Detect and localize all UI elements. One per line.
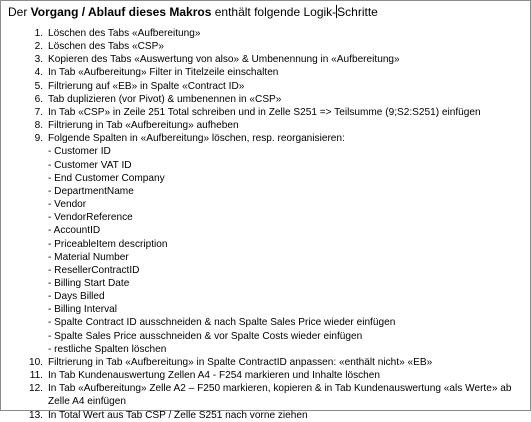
sub-list-item: - PriceableItem description — [48, 238, 168, 250]
step-text: In Total Wert aus Tab CSP / Zelle S251 nach vorne ziehen — [48, 409, 308, 421]
intro-prefix: Der — [8, 5, 31, 19]
step-number: 10. — [28, 356, 43, 368]
step-number: 12. — [28, 383, 43, 395]
step-text: Folgende Spalten in «Aufbereitung» löschen, resp. reorganisieren: — [48, 133, 345, 145]
list-item — [1, 382, 518, 408]
list-item — [1, 132, 518, 356]
sub-list-item: - Days Billed — [48, 291, 105, 303]
step-text: In Tab «Aufbereitung» Zelle A2 – F250 markieren, kopieren & in Tab Kundenauswertung «als Werte» ab Zelle A4 einfügen — [48, 383, 512, 408]
step-number: 3. — [34, 54, 43, 66]
list-item — [1, 119, 518, 132]
list-item — [1, 66, 518, 79]
sub-list-item: - VendorReference — [48, 212, 133, 224]
list-item — [1, 93, 518, 106]
step-number: 5. — [34, 80, 43, 92]
step-number: 8. — [34, 120, 43, 132]
sub-list-item: - Spalte Sales Price ausschneiden & vor Spalte Costs wieder einfügen — [48, 330, 363, 342]
list-item — [1, 27, 518, 40]
sub-list-item: - ResellerContractID — [48, 264, 140, 276]
steps-list — [1, 27, 518, 422]
list-item — [1, 106, 518, 119]
sub-list-item: - End Customer Company — [48, 172, 165, 184]
step-text: In Tab Kundenauswertung Zellen A4 - F254 markieren und Inhalte löschen — [48, 370, 380, 382]
list-item — [1, 369, 518, 382]
sub-list-item: - Material Number — [48, 251, 129, 263]
step-number: 2. — [34, 41, 43, 53]
step-number: 4. — [34, 67, 43, 79]
sub-list-item: - Customer ID — [48, 146, 111, 158]
sub-list-item: - AccountID — [48, 225, 101, 237]
step-text: Kopieren des Tabs «Auswertung von also» & Umbenennung in «Aufbereitung» — [48, 54, 400, 66]
step-number: 11. — [29, 370, 43, 382]
step-number: 1. — [34, 28, 43, 39]
step-text: Filtrierung in Tab «Aufbereitung» in Spalte ContractID anpassen: «enthält nicht» «EB» — [48, 356, 433, 368]
step-number: 9. — [34, 133, 43, 145]
intro-line — [8, 4, 378, 20]
step-number: 6. — [34, 93, 43, 105]
list-item — [1, 80, 518, 93]
step-text: Tab duplizieren (vor Pivot) & umbenennen in «CSP» — [48, 93, 282, 105]
column-sublist — [48, 145, 518, 356]
list-item — [1, 356, 518, 369]
step-text: Löschen des Tabs «Aufbereitung» — [48, 28, 201, 39]
step-text: Löschen des Tabs «CSP» — [48, 41, 164, 53]
list-item — [1, 40, 518, 53]
step-text: Filtrierung in Tab «Aufbereitung» aufheben — [48, 120, 239, 132]
sub-list-item: - restliche Spalten löschen — [48, 343, 167, 355]
intro-bold: Vorgang / Ablauf dieses Makros — [30, 5, 212, 19]
intro-suffix-end: Schritte — [337, 5, 378, 19]
step-text: In Tab «CSP» in Zeile 251 Total schreiben und in Zelle S251 => Teilsumme (9;S2:S251) einfügen — [48, 106, 481, 118]
step-number: 13. — [28, 409, 43, 421]
sub-list-item: - Customer VAT ID — [48, 159, 132, 171]
sub-list-item: - Vendor — [48, 199, 87, 211]
sub-list-item: - DepartmentName — [48, 185, 134, 197]
sub-list-item: - Billing Start Date — [48, 277, 130, 289]
intro-suffix: enthält folgende Logik- — [211, 5, 337, 19]
list-item — [1, 53, 518, 66]
step-number: 7. — [34, 106, 43, 118]
sub-list-item: - Billing Interval — [48, 304, 118, 316]
step-text: Filtrierung auf «EB» in Spalte «Contract ID» — [48, 80, 245, 92]
step-text: In Tab «Aufbereitung» Filter in Titelzeile einschalten — [48, 67, 279, 79]
sub-list-item: - Spalte Contract ID ausschneiden & nach Spalte Sales Price wieder einfügen — [48, 317, 396, 329]
